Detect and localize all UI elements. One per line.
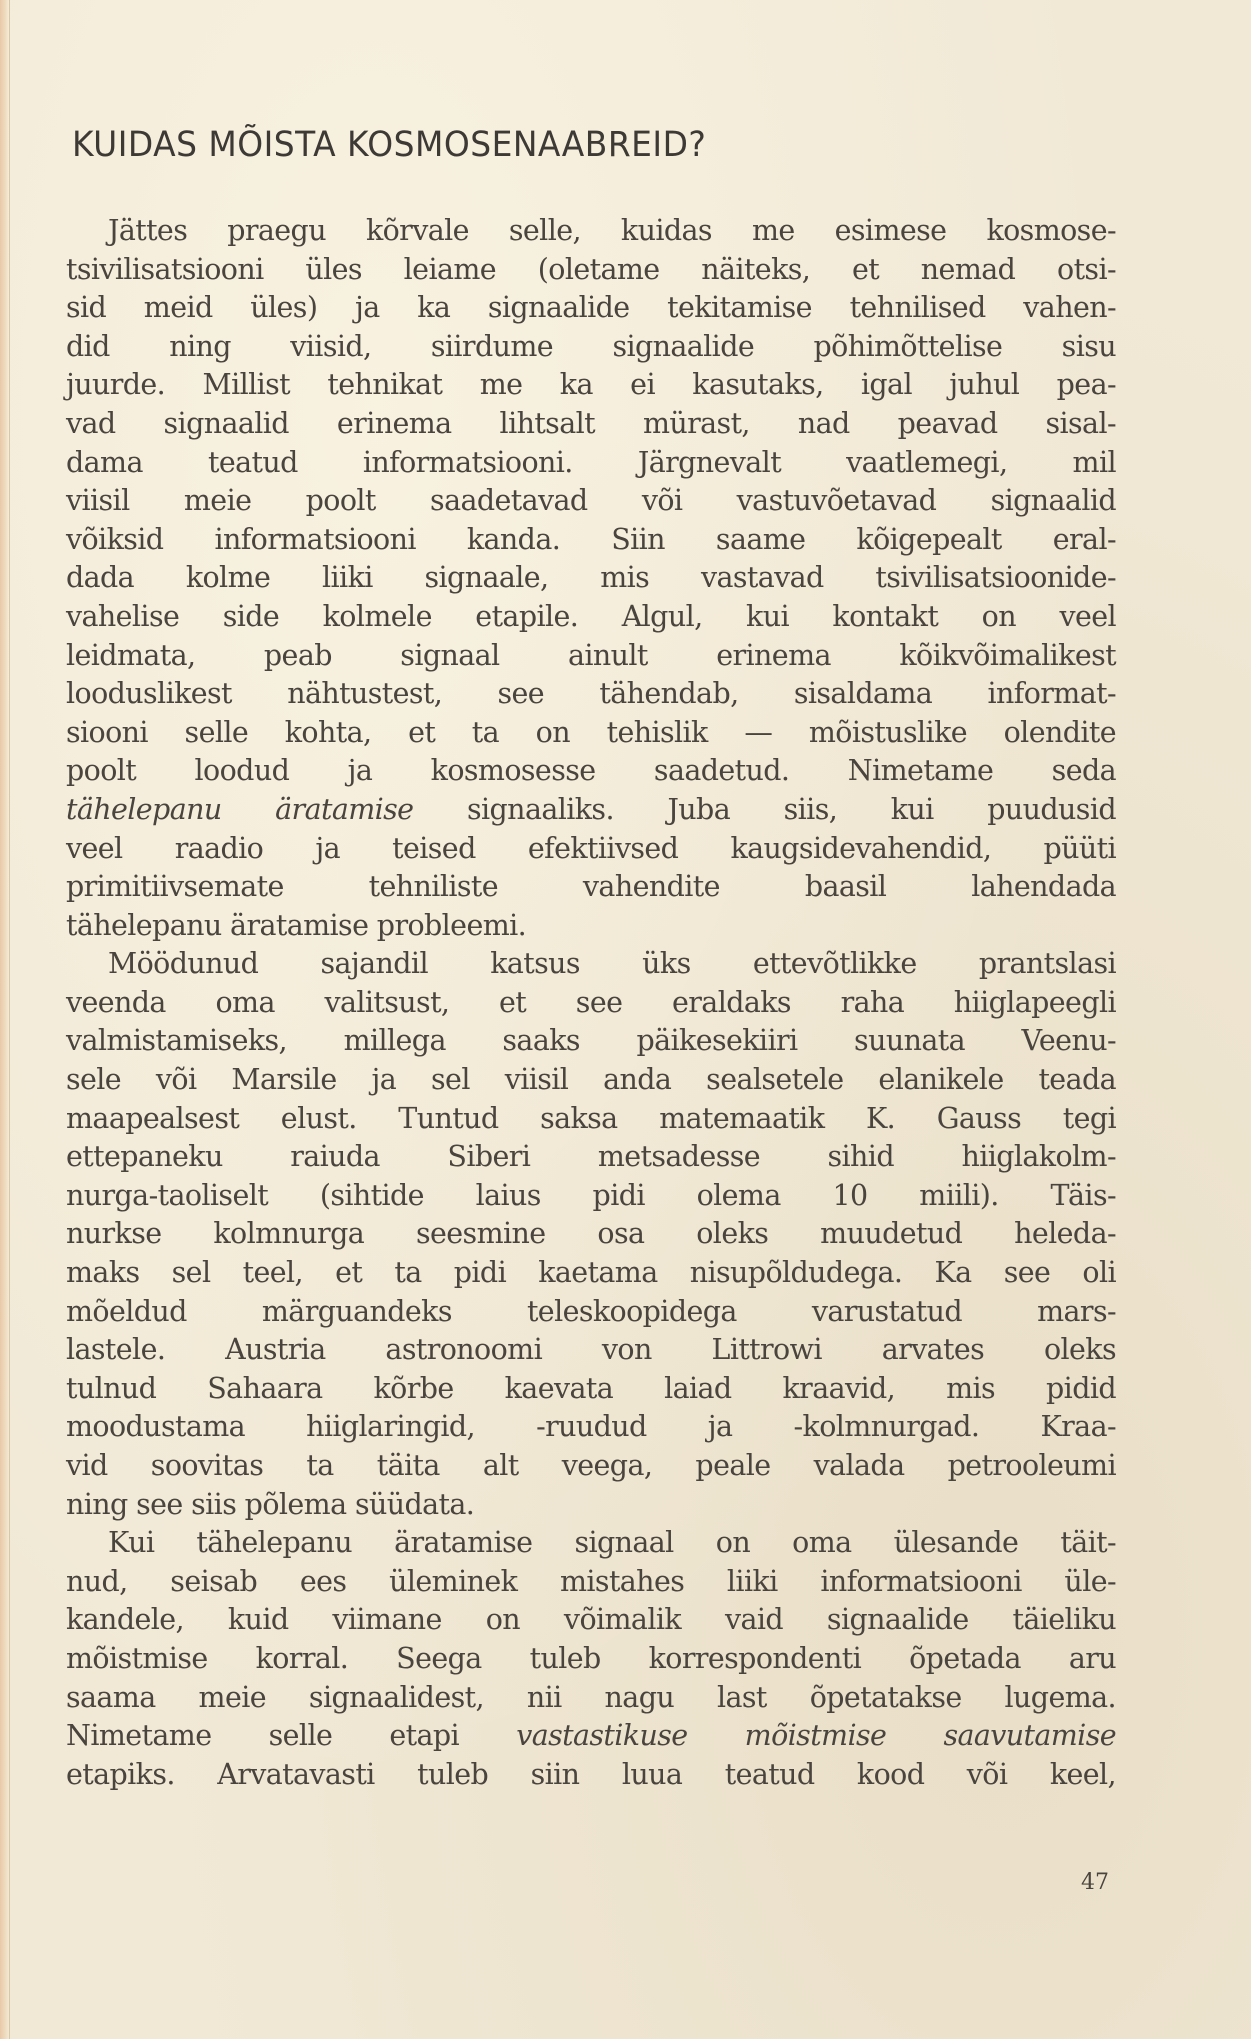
text-run: maks sel teel, et ta pidi kaetama nisupõldudega. Ka see oli: [66, 1256, 1116, 1290]
text-run: tsivilisatsiooni üles leiame (oletame näiteks, et nemad otsi-: [66, 252, 1116, 286]
text-run: siooni selle kohta, et ta on tehislik — mõistuslike olendite: [66, 715, 1116, 749]
text-line: [66, 907, 1116, 946]
text-run: etapiks. Arvatavasti tuleb siin luua teatud kood või keel,: [66, 1757, 1116, 1791]
page-edge-line: [9, 0, 10, 2039]
text-run: mõeldud märguandeks teleskoopidega varustatud mars-: [66, 1294, 1116, 1328]
text-run: vahelise side kolmele etapile. Algul, kui kontakt on veel: [66, 599, 1116, 633]
text-run: saama meie signaalidest, nii nagu last õpetatakse lugema.: [66, 1680, 1116, 1714]
text-run: maapealsest elust. Tuntud saksa matemaatik K. Gauss tegi: [66, 1101, 1116, 1135]
text-line: [66, 559, 1116, 598]
text-run: lastele. Austria astronoomi von Littrowi arvates oleks: [66, 1333, 1116, 1367]
text-line: [66, 598, 1116, 637]
text-run: ettepaneku raiuda Siberi metsadesse sihid hiiglakolm-: [66, 1140, 1116, 1174]
text-run: mõistmise korral. Seega tuleb korrespondenti õpetada aru: [66, 1641, 1116, 1675]
text-line: [66, 868, 1116, 907]
text-run: dada kolme liiki signaale, mis vastavad tsivilisatsioonide-: [66, 561, 1116, 595]
text-line: [66, 1061, 1116, 1100]
text-line: [66, 1756, 1116, 1795]
text-run: ning see siis põlema süüdata.: [66, 1487, 475, 1521]
text-line: [66, 752, 1116, 791]
text-run: juurde. Millist tehnikat me ka ei kasutaks, igal juhul pea-: [66, 368, 1116, 402]
text-run: kandele, kuid viimane on võimalik vaid signaalide täieliku: [66, 1603, 1116, 1637]
paragraph: [66, 945, 1116, 1524]
text-run: sid meid üles) ja ka signaalide tekitamise tehnilised vahen-: [66, 291, 1116, 325]
text-run: veel raadio ja teised efektiivsed kaugsidevahendid, püüti: [66, 831, 1116, 865]
body-text: [66, 212, 1116, 1794]
text-run: nud, seisab ees üleminek mistahes liiki informatsiooni üle-: [66, 1564, 1116, 1598]
page-edge: [0, 0, 9, 2039]
text-run: nurkse kolmnurga seesmine osa oleks muudetud heleda-: [66, 1217, 1116, 1251]
text-run: Möödunud sajandil katsus üks ettevõtlikke prantslasi: [108, 947, 1116, 981]
chapter-heading: KUIDAS MÕISTA KOSMOSENAABREID?: [72, 125, 707, 165]
text-line: [66, 714, 1116, 753]
text-line: [66, 212, 1116, 251]
text-line: [66, 1215, 1116, 1254]
text-line: [66, 1524, 1116, 1563]
text-line: [66, 1022, 1116, 1061]
text-run: veenda oma valitsust, et see eraldaks raha hiiglapeegli: [66, 985, 1116, 1019]
text-line: [66, 945, 1116, 984]
text-run: did ning viisid, siirdume signaalide põhimõttelise sisu: [66, 329, 1116, 363]
text-run: Kui tähelepanu äratamise signaal on oma ülesande täit-: [108, 1526, 1116, 1560]
text-line: [66, 289, 1116, 328]
text-line: [66, 1138, 1116, 1177]
text-run: Nimetame selle etapi: [66, 1719, 517, 1753]
text-line: [66, 1601, 1116, 1640]
text-line: [66, 1370, 1116, 1409]
text-line: [66, 830, 1116, 869]
text-run: võiksid informatsiooni kanda. Siin saame kõigepealt eral-: [66, 522, 1116, 556]
text-line: [66, 328, 1116, 367]
text-run: viisil meie poolt saadetavad või vastuvõetavad signaalid: [66, 484, 1116, 518]
text-line: [66, 1640, 1116, 1679]
text-line: [66, 1293, 1116, 1332]
text-line: [66, 1563, 1116, 1602]
text-run: tulnud Sahaara kõrbe kaevata laiad kraavid, mis pidid: [66, 1371, 1116, 1405]
text-run: leidmata, peab signaal ainult erinema kõikvõimalikest: [66, 638, 1116, 672]
paragraph: [66, 1524, 1116, 1794]
text-line: [66, 444, 1116, 483]
text-line: [66, 366, 1116, 405]
text-line: [66, 1679, 1116, 1718]
text-line: [66, 1717, 1116, 1756]
text-run: signaaliks. Juba siis, kui puudusid: [413, 792, 1116, 826]
text-line: [66, 984, 1116, 1023]
italic-term: tähelepanu äratamise: [66, 792, 414, 826]
text-line: [66, 251, 1116, 290]
text-line: [66, 1408, 1116, 1447]
text-run: Jättes praegu kõrvale selle, kuidas me esimese kosmose-: [108, 214, 1116, 247]
text-run: dama teatud informatsiooni. Järgnevalt vaatlemegi, mil: [66, 445, 1116, 479]
text-line: [66, 482, 1116, 521]
text-run: vid soovitas ta täita alt veega, peale valada petrooleumi: [66, 1449, 1116, 1482]
text-run: tähelepanu äratamise probleemi.: [66, 908, 527, 942]
text-run: moodustama hiiglaringid, -ruudud ja -kolmnurgad. Kraa-: [66, 1410, 1116, 1444]
text-run: sele või Marsile ja sel viisil anda sealsetele elanikele teada: [66, 1063, 1116, 1097]
text-line: [66, 637, 1116, 676]
text-line: [66, 1177, 1116, 1216]
text-line: [66, 1100, 1116, 1139]
text-line: [66, 1447, 1116, 1486]
text-line: [66, 1486, 1116, 1525]
page-number: 47: [1081, 1870, 1109, 1895]
text-run: vad signaalid erinema lihtsalt mürast, nad peavad sisal-: [66, 406, 1116, 440]
text-line: [66, 521, 1116, 560]
text-line: [66, 791, 1116, 830]
text-run: primitiivsemate tehniliste vahendite baasil lahendada: [66, 870, 1116, 904]
text-line: [66, 1254, 1116, 1293]
paragraph: [66, 212, 1116, 945]
italic-term: vastastikuse mõistmise saavutamise: [516, 1719, 1116, 1753]
text-run: valmistamiseks, millega saaks päikesekiiri suunata Veenu-: [66, 1024, 1116, 1058]
text-line: [66, 1331, 1116, 1370]
text-run: looduslikest nähtustest, see tähendab, sisaldama informat-: [66, 677, 1116, 711]
text-run: nurga-taoliselt (sihtide laius pidi olema 10 miili). Täis-: [66, 1178, 1116, 1212]
text-run: poolt loodud ja kosmosesse saadetud. Nimetame seda: [66, 754, 1116, 788]
text-line: [66, 675, 1116, 714]
text-line: [66, 405, 1116, 444]
